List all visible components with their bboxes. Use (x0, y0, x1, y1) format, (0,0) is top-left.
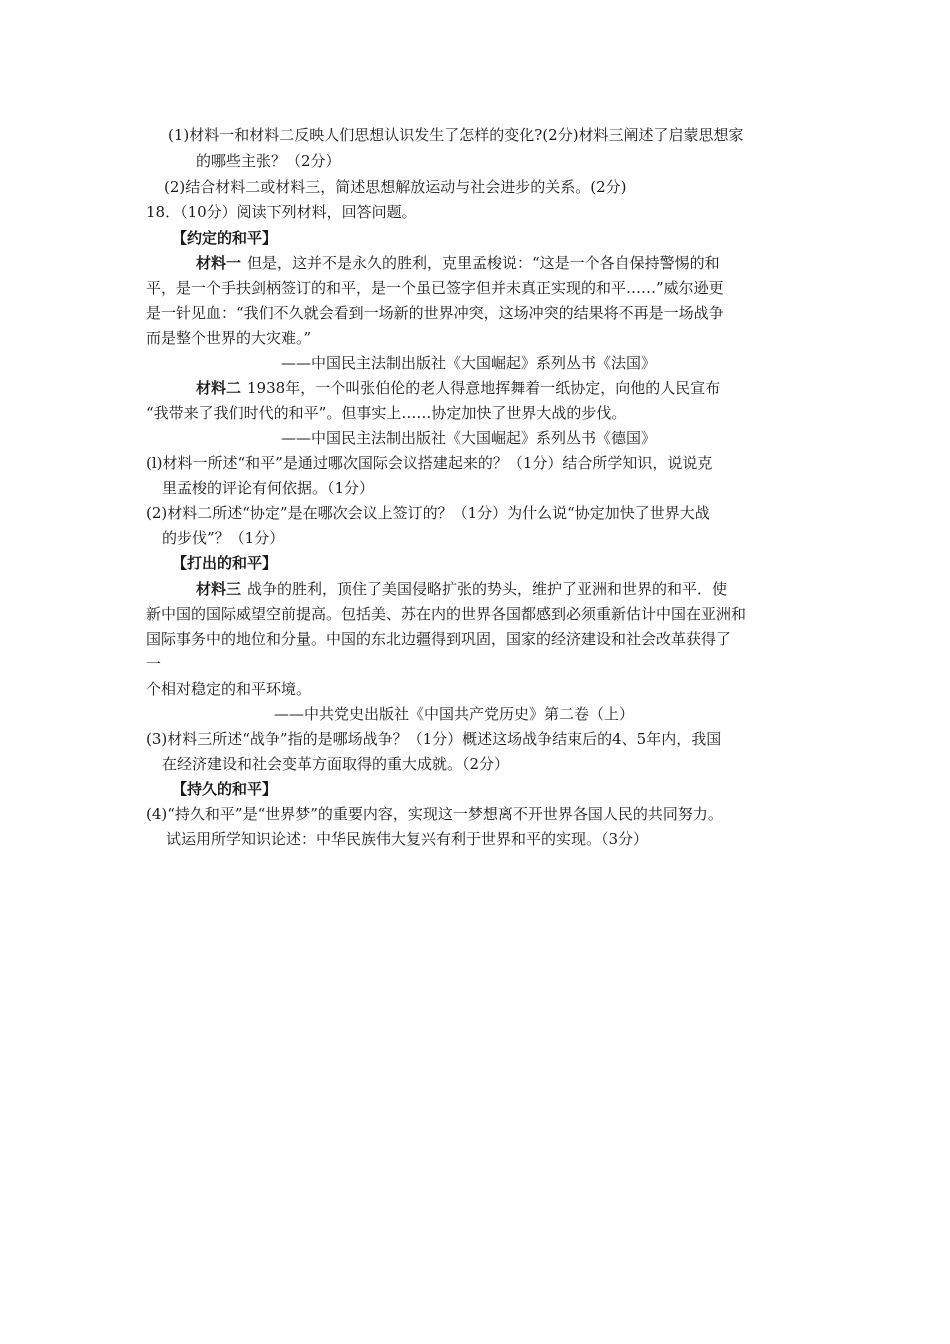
material-2-text: 1938年，一个叫张伯伦的老人得意地挥舞着一纸协定，向他的人民宣布 (247, 379, 721, 397)
material-1-text: 但是，这并不是永久的胜利，克里孟梭说：“这是一个各自保持警惕的和 (247, 254, 720, 272)
question-4-line-1: (4)“持久和平”是“世界梦”的重要内容，实现这一梦想离不开世界各国人民的共同努力。 (146, 805, 723, 823)
prev-question-2: (2)结合材料二或材料三，简述思想解放运动与社会进步的关系。(2分) (164, 178, 627, 196)
question-1-line-2: 里孟梭的评论有何依据。（1分） (162, 479, 375, 497)
prev-question-1-line-1: (1)材料一和材料二反映人们思想认识发生了怎样的变化?(2分)材料三阐述了启蒙思想家 (168, 126, 744, 144)
material-3-label: 材料三 (196, 580, 242, 598)
material-1-line-4: 而是整个世界的大灾难。” (146, 329, 312, 347)
section-heading-fought-peace: 【打出的和平】 (172, 554, 278, 572)
material-3-line-2: 新中国的国际威望空前提高。包括美、苏在内的世界各国都感到必须重新估计中国在亚洲和 (146, 605, 747, 623)
material-3-line-1 (196, 578, 727, 600)
material-1-source: ——中国民主法制出版社《大国崛起》系列丛书《法国》 (281, 354, 657, 372)
section-heading-agreed-peace: 【约定的和平】 (172, 229, 278, 247)
material-2-source: ——中国民主法制出版社《大国崛起》系列丛书《德国》 (281, 429, 657, 447)
material-3-line-4: 一 (146, 655, 162, 673)
prev-question-1-line-2: 的哪些主张？（2分） (196, 152, 341, 170)
material-2-line-1 (196, 377, 720, 399)
question-4-line-2: 试运用所学知识论述：中华民族伟大复兴有利于世界和平的实现。（3分） (166, 830, 649, 848)
material-2-line-2: “我带来了我们时代的和平”。但事实上……协定加快了世界大战的步伐。 (146, 404, 627, 422)
material-1-line-3: 是一针见血：“我们不久就会看到一场新的世界冲突，这场冲突的结果将不再是一场战争 (146, 304, 724, 322)
material-3-line-3: 国际事务中的地位和分量。中国的东北边疆得到巩固，国家的经济建设和社会改革获得了 (146, 630, 732, 648)
question-3-line-1: (3)材料三所述“战争”指的是哪场战争？（1分）概述这场战争结束后的4、5年内，我国 (146, 730, 722, 748)
material-3-text: 战争的胜利，顶住了美国侵略扩张的势头，维护了亚洲和世界的和平．使 (247, 580, 728, 598)
question-2-line-1: (2)材料二所述“协定”是在哪次会议上签订的？（1分）为什么说“协定加快了世界大战 (146, 504, 710, 522)
material-2-label: 材料二 (196, 379, 242, 397)
material-1-line-1 (196, 252, 720, 274)
material-3-line-5: 个相对稳定的和平环境。 (146, 680, 312, 698)
material-1-line-2: 平，是一个手扶剑柄签订的和平，是一个虽已签字但并未真正实现的和平……”威尔逊更 (146, 279, 724, 297)
question-2-line-2: 的步伐”？（1分） (162, 529, 285, 547)
question-1-line-1: (l)材料一所述“和平”是通过哪次国际会议搭建起来的？（1分）结合所学知识，说说克 (146, 454, 713, 472)
material-3-source: ——中共党史出版社《中国共产党历史》第二卷（上） (274, 705, 635, 723)
section-heading-lasting-peace: 【持久的和平】 (172, 780, 278, 798)
question-3-line-2: 在经济建设和社会变革方面取得的重大成就。（2分） (162, 755, 510, 773)
material-1-label: 材料一 (196, 254, 242, 272)
question-18-intro: 18．（10分）阅读下列材料，回答问题。 (146, 203, 417, 221)
